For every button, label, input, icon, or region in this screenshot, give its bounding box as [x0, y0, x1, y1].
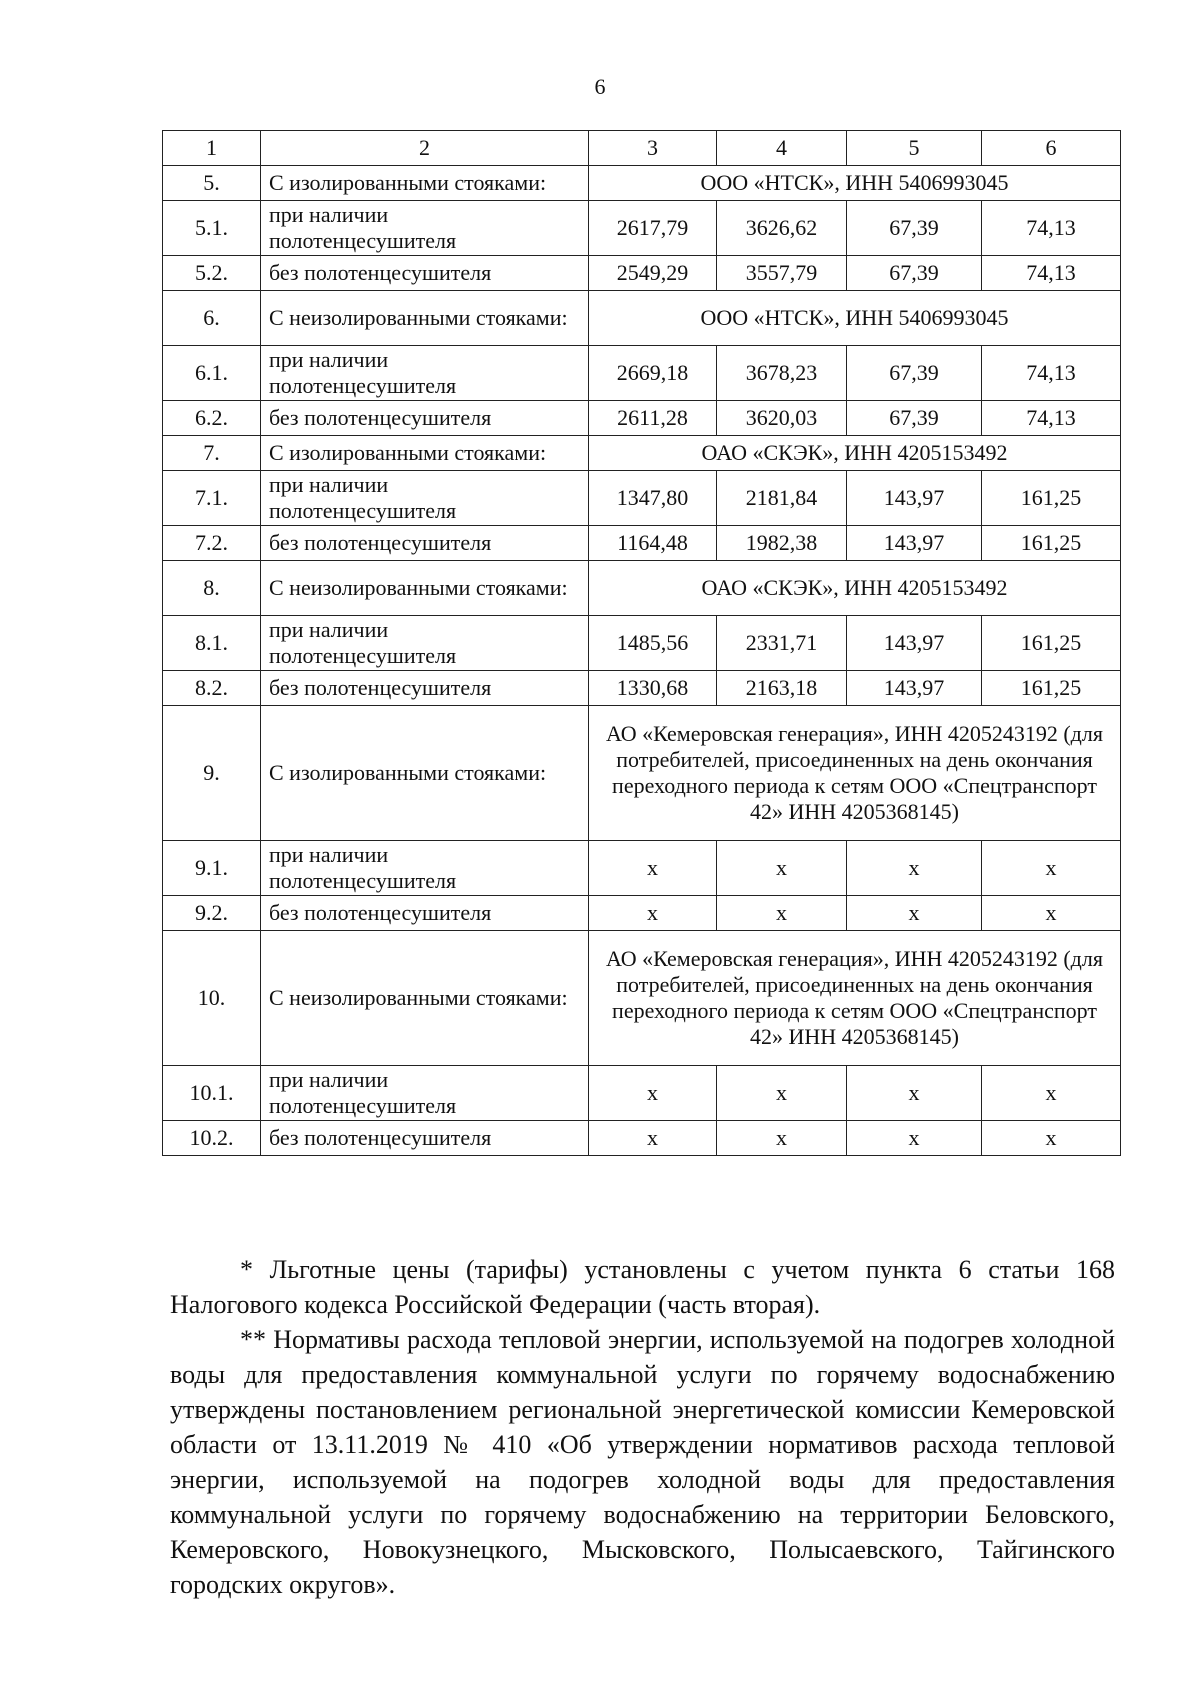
- footnote-2: ** Нормативы расхода тепловой энергии, используемой на подогрев холодной воды для предоставления коммунальной услуги по горячему водоснабжению утверждены постановлением региональной энергетической комиссии Кемеровской области от 13.11.2019 № 410 «Об утверждении нормативов расхода тепловой энергии, используемой на подогрев холодной воды для предоставления коммунальной услуги по горячему водоснабжению на территории Беловского, Кемеровского, Новокузнецкого, Мысковского, Полысаевского, Тайгинского городских округов».: [170, 1325, 1115, 1599]
- value-cell: 3620,03: [717, 401, 847, 436]
- value-cell: х: [717, 841, 847, 896]
- page-number: 6: [594, 74, 606, 99]
- value-cell: 1330,68: [589, 671, 717, 706]
- row-number: 6.1.: [163, 346, 261, 401]
- header-cell: 6: [982, 131, 1121, 166]
- row-number: 7.2.: [163, 526, 261, 561]
- supplier-cell: АО «Кемеровская генерация», ИНН 4205243192 (для потребителей, присоединенных на день окончания переходного периода к сетям ООО «Спецтранспорт 42» ИНН 4205368145): [589, 931, 1121, 1066]
- value-cell: 161,25: [982, 471, 1121, 526]
- value-cell: х: [717, 1066, 847, 1121]
- table-row: [163, 291, 1121, 346]
- footnotes: [170, 1252, 1115, 1602]
- row-number: 8.1.: [163, 616, 261, 671]
- value-cell: 143,97: [847, 671, 982, 706]
- value-cell: 143,97: [847, 471, 982, 526]
- row-description: без полотенцесушителя: [261, 401, 589, 436]
- value-cell: 2163,18: [717, 671, 847, 706]
- value-cell: 2331,71: [717, 616, 847, 671]
- header-cell: 2: [261, 131, 589, 166]
- value-cell: 67,39: [847, 401, 982, 436]
- value-cell: 1347,80: [589, 471, 717, 526]
- row-description: при наличии полотенцесушителя: [261, 201, 589, 256]
- table-row: [163, 1066, 1121, 1121]
- row-description: при наличии полотенцесушителя: [261, 471, 589, 526]
- row-number: 10.2.: [163, 1121, 261, 1156]
- value-cell: х: [589, 1121, 717, 1156]
- value-cell: 1982,38: [717, 526, 847, 561]
- supplier-cell: ООО «НТСК», ИНН 5406993045: [589, 291, 1121, 346]
- row-number: 9.2.: [163, 896, 261, 931]
- row-description: без полотенцесушителя: [261, 526, 589, 561]
- row-number: 10.: [163, 931, 261, 1066]
- row-description: при наличии полотенцесушителя: [261, 1066, 589, 1121]
- supplier-cell: ОАО «СКЭК», ИНН 4205153492: [589, 436, 1121, 471]
- value-cell: 1164,48: [589, 526, 717, 561]
- value-cell: х: [847, 1121, 982, 1156]
- row-number: 6.2.: [163, 401, 261, 436]
- value-cell: 3557,79: [717, 256, 847, 291]
- value-cell: 67,39: [847, 256, 982, 291]
- table-row: [163, 706, 1121, 841]
- value-cell: 2611,28: [589, 401, 717, 436]
- row-description: С изолированными стояками:: [261, 706, 589, 841]
- row-number: 5.2.: [163, 256, 261, 291]
- value-cell: 143,97: [847, 616, 982, 671]
- value-cell: 74,13: [982, 401, 1121, 436]
- header-row: [163, 131, 1121, 166]
- table-row: [163, 401, 1121, 436]
- value-cell: х: [982, 1121, 1121, 1156]
- row-number: 9.: [163, 706, 261, 841]
- table-row: [163, 561, 1121, 616]
- value-cell: 3678,23: [717, 346, 847, 401]
- value-cell: х: [717, 1121, 847, 1156]
- row-description: С неизолированными стояками:: [261, 561, 589, 616]
- row-number: 10.1.: [163, 1066, 261, 1121]
- value-cell: 1485,56: [589, 616, 717, 671]
- row-number: 5.1.: [163, 201, 261, 256]
- row-number: 6.: [163, 291, 261, 346]
- value-cell: 67,39: [847, 201, 982, 256]
- supplier-cell: ОАО «СКЭК», ИНН 4205153492: [589, 561, 1121, 616]
- header-cell: 1: [163, 131, 261, 166]
- table-row: [163, 346, 1121, 401]
- value-cell: 74,13: [982, 346, 1121, 401]
- row-description: С неизолированными стояками:: [261, 931, 589, 1066]
- table-row: [163, 841, 1121, 896]
- header-cell: 5: [847, 131, 982, 166]
- row-description: без полотенцесушителя: [261, 671, 589, 706]
- value-cell: 161,25: [982, 671, 1121, 706]
- row-number: 9.1.: [163, 841, 261, 896]
- value-cell: 2181,84: [717, 471, 847, 526]
- value-cell: х: [982, 896, 1121, 931]
- table-row: [163, 436, 1121, 471]
- value-cell: 2549,29: [589, 256, 717, 291]
- value-cell: 3626,62: [717, 201, 847, 256]
- header-cell: 4: [717, 131, 847, 166]
- table-row: [163, 201, 1121, 256]
- supplier-cell: АО «Кемеровская генерация», ИНН 4205243192 (для потребителей, присоединенных на день окончания переходного периода к сетям ООО «Спецтранспорт 42» ИНН 4205368145): [589, 706, 1121, 841]
- row-number: 8.: [163, 561, 261, 616]
- row-description: при наличии полотенцесушителя: [261, 841, 589, 896]
- table-row: [163, 256, 1121, 291]
- row-number: 8.2.: [163, 671, 261, 706]
- value-cell: х: [589, 896, 717, 931]
- table-row: [163, 471, 1121, 526]
- row-number: 5.: [163, 166, 261, 201]
- value-cell: 67,39: [847, 346, 982, 401]
- value-cell: 74,13: [982, 256, 1121, 291]
- table-row: [163, 166, 1121, 201]
- table-row: [163, 931, 1121, 1066]
- supplier-cell: ООО «НТСК», ИНН 5406993045: [589, 166, 1121, 201]
- row-number: 7.: [163, 436, 261, 471]
- value-cell: х: [589, 841, 717, 896]
- value-cell: х: [847, 1066, 982, 1121]
- table-row: [163, 896, 1121, 931]
- row-description: без полотенцесушителя: [261, 896, 589, 931]
- row-description: С изолированными стояками:: [261, 436, 589, 471]
- table-row: [163, 616, 1121, 671]
- footnote-1: * Льготные цены (тарифы) установлены с учетом пункта 6 статьи 168 Налогового кодекса Российской Федерации (часть вторая).: [170, 1255, 1115, 1319]
- value-cell: х: [982, 841, 1121, 896]
- value-cell: х: [589, 1066, 717, 1121]
- value-cell: х: [847, 896, 982, 931]
- row-number: 7.1.: [163, 471, 261, 526]
- value-cell: 161,25: [982, 616, 1121, 671]
- value-cell: 143,97: [847, 526, 982, 561]
- row-description: при наличии полотенцесушителя: [261, 616, 589, 671]
- table-row: [163, 671, 1121, 706]
- row-description: без полотенцесушителя: [261, 1121, 589, 1156]
- header-cell: 3: [589, 131, 717, 166]
- row-description: С изолированными стояками:: [261, 166, 589, 201]
- row-description: без полотенцесушителя: [261, 256, 589, 291]
- table-row: [163, 1121, 1121, 1156]
- tariff-table: [162, 130, 1121, 1156]
- value-cell: 2617,79: [589, 201, 717, 256]
- value-cell: 2669,18: [589, 346, 717, 401]
- row-description: при наличии полотенцесушителя: [261, 346, 589, 401]
- value-cell: х: [717, 896, 847, 931]
- row-description: С неизолированными стояками:: [261, 291, 589, 346]
- value-cell: х: [982, 1066, 1121, 1121]
- value-cell: 161,25: [982, 526, 1121, 561]
- value-cell: 74,13: [982, 201, 1121, 256]
- value-cell: х: [847, 841, 982, 896]
- table-row: [163, 526, 1121, 561]
